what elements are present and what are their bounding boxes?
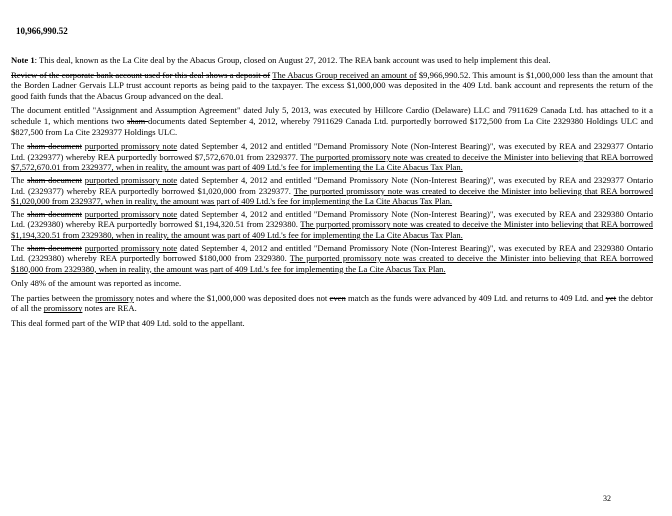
deposit-text: $9,966,990.52. This amount is $1,000,000 less than the amount that the Borden Ladner Gervais LLP trust account reports as being paid to the taxpayer. The excess $1,000,000 was deposited in the 409 Ltd. bank account and represents the return of the good faith funds that the Abacus Group advanced on the deal. bbox=[11, 69, 654, 101]
page-number: 32 bbox=[603, 494, 611, 503]
inserted-text: purported promissory note bbox=[84, 141, 178, 152]
struck-text: sham document bbox=[27, 174, 82, 185]
inserted-text: The purported promissory note was created to deceive the Minister into believing that REA borrowed $1,194,320.51 from 2329380, when in reality, the amount was part of 409 Ltd.'s fee for implementing the La Cite Abacus Tax Plan. bbox=[11, 219, 653, 240]
struck-text: Review of the corporate bank account used for this deal shows a deposit of bbox=[11, 69, 271, 80]
assignment-paragraph: The document entitled "Assignment and Assumption Agreement" dated July 5, 2013, was executed by Hillcore Cardio (Delaware) LLC and 7911629 Canada Ltd. has attached to it a schedule 1, which mentions two sham documents dated September 4, 2012, whereby 7911629 Canada Ltd. purportedly borrowed $172,500 from La Cite 2329380 Holdings ULC and $827,500 from La Cite 2329377 Holdings ULC. bbox=[11, 105, 653, 137]
note-label: Note 1 bbox=[11, 55, 35, 65]
deal-amount-heading: 10,966,990.52 bbox=[16, 26, 68, 36]
promissory-note-paragraph: The sham document purported promissory note dated September 4, 2012 and entitled "Demand Promissory Note (Non-Interest Bearing)", was executed by REA and 2329377 Ontario Ltd. (2329377) whereby REA purportedly borrowed $1,020,000 from 2329377. The purported promissory note was created to deceive the Minister into believing that REA borrowed $1,020,000 from 2329377, when in reality, the amount was part of 409 Ltd.'s fee for implementing the La Cite Abacus Tax Plan. bbox=[11, 174, 653, 207]
struck-text: sham bbox=[127, 115, 149, 126]
reported-paragraph: Only 48% of the amount was reported as income. bbox=[11, 278, 182, 289]
promissory-note-paragraph: The sham document purported promissory note dated September 4, 2012 and entitled "Demand Promissory Note (Non-Interest Bearing)", was executed by REA and 2329377 Ontario Ltd. (2329377) whereby REA purportedly borrowed $7,572,670.01 from 2329377. The purported promissory note was created to deceive the Minister into believing that REA borrowed $7,572,670.01 from 2329377, when in reality, the amount was part of 409 Ltd.'s fee for implementing the La Cite Abacus Tax Plan. bbox=[11, 141, 653, 173]
inserted-text: purported promissory note bbox=[84, 242, 178, 253]
struck-text: even bbox=[329, 292, 346, 303]
inserted-text: The purported promissory note was created to deceive the Minister into believing that REA borrowed $1,020,000 from 2329377, when in reality, the amount was part of 409 Ltd.'s fee for implementing the La Cite Abacus Tax Plan. bbox=[11, 185, 653, 207]
inserted-text: promissory bbox=[95, 292, 134, 303]
struck-text: sham document bbox=[27, 141, 82, 152]
note-1-paragraph bbox=[11, 55, 653, 66]
struck-text: sham document bbox=[27, 242, 82, 253]
promissory-note-paragraph: The sham document purported promissory note dated September 4, 2012 and entitled "Demand Promissory Note (Non-Interest Bearing)", was executed by REA and 2329380 Ontario Ltd. (2329380) whereby REA purportedly borrowed $1,194,320.51 from 2329380. The purported promissory note was created to deceive the Minister into believing that REA borrowed $1,194,320.51 from 2329380, when in reality, the amount was part of 409 Ltd.'s fee for implementing the La Cite Abacus Tax Plan. bbox=[11, 208, 653, 240]
note-1-intro: : This deal, known as the La Cite deal by the Abacus Group, closed on August 27, 2012. The REA bank account was used to help implement this deal. bbox=[34, 55, 551, 65]
deposit-paragraph bbox=[11, 70, 653, 102]
promissory-note-paragraph: The sham document purported promissory note dated September 4, 2012 and entitled "Demand Promissory Note (Non-Interest Bearing)", was executed by REA and 2329380 Ontario Ltd. (2329380) whereby REA purportedly borrowed $180,000 from 2329380. The purported promissory note was created to deceive the Minister into believing that REA borrowed $180,000 from 2329380, when in reality, the amount was part of 409 Ltd.'s fee for implementing the La Cite Abacus Tax Plan. bbox=[11, 242, 653, 274]
struck-text: sham document bbox=[27, 208, 82, 219]
inserted-text: purported promissory note bbox=[84, 208, 178, 219]
document-body bbox=[11, 55, 653, 333]
inserted-text: purported promissory note bbox=[84, 174, 178, 185]
wip-paragraph: This deal formed part of the WIP that 409 Ltd. sold to the appellant. bbox=[11, 318, 245, 329]
inserted-text: promissory bbox=[43, 303, 83, 314]
struck-text: yet bbox=[605, 292, 617, 303]
inserted-text: The Abacus Group received an amount of bbox=[272, 69, 417, 80]
inserted-text: The purported promissory note was created to deceive the Minister into believing that REA borrowed $7,572,670.01 from 2329377, when in reality, the amount was part of 409 Ltd.'s fee for implementing the La Cite Abacus Tax Plan. bbox=[11, 151, 653, 173]
parties-paragraph: The parties between the promissory notes and where the $1,000,000 was deposited does not even match as the funds were advanced by 409 Ltd. and returns to 409 Ltd. and yet the debtor of all the promissory notes are REA. bbox=[11, 292, 653, 314]
inserted-text: The purported promissory note was created to deceive the Minister into believing that REA borrowed $180,000 from 2329380, when in reality, the amount was part of 409 Ltd.'s fee for implementing the La Cite Abacus Tax Plan. bbox=[11, 253, 653, 274]
